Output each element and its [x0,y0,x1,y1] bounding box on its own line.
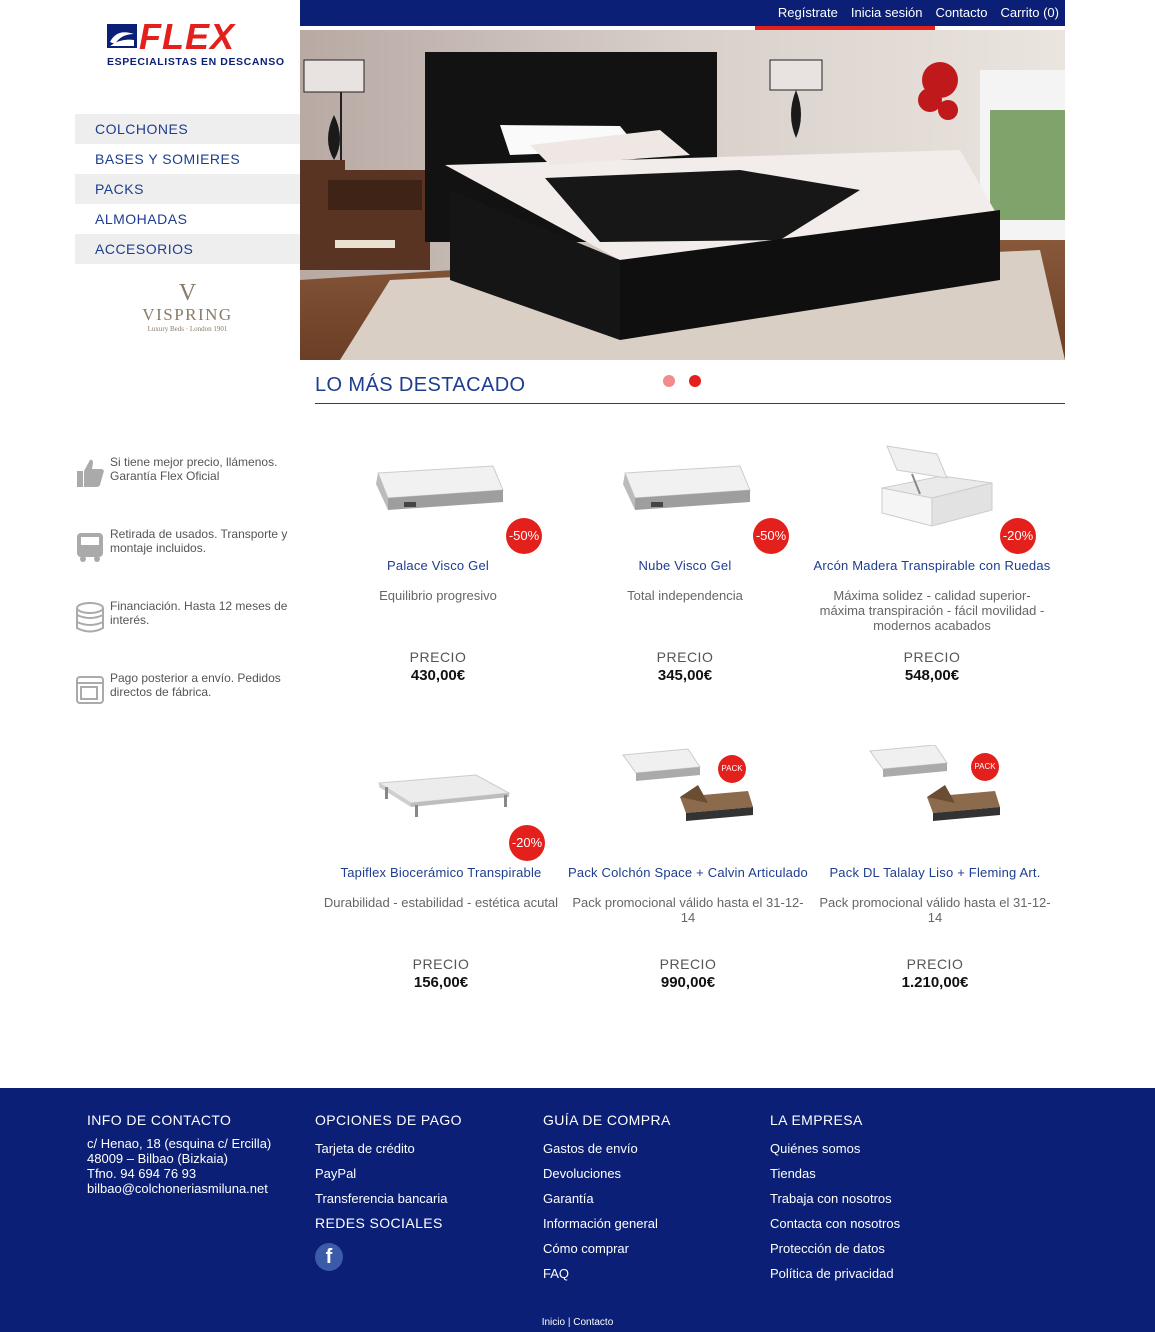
footer-heading: REDES SOCIALES [315,1215,443,1231]
discount-badge: -50% [753,518,789,554]
price-label: PRECIO [409,649,467,665]
footer-link[interactable]: Tiendas [770,1166,816,1181]
menu-item-packs[interactable]: PACKS [75,174,300,204]
product-name[interactable]: Pack DL Talalay Liso + Fleming Art. [829,865,1041,880]
discount-badge: -50% [506,518,542,554]
vispring-mark: V [178,280,197,306]
product-name[interactable]: Tapiflex Biocerámico Transpirable [340,865,542,880]
pack-image [815,745,1055,865]
product-price: 1.210,00€ [901,974,969,991]
email-link[interactable]: bilbao@colchoneriasmiluna.net [87,1181,268,1196]
product-price: 345,00€ [657,667,713,684]
footer-link[interactable]: Tarjeta de crédito [315,1141,415,1156]
flex-logo[interactable] [75,0,300,110]
logo-tagline: ESPECIALISTAS EN DESCANSO [107,56,285,68]
product-description: Pack promocional válido hasta el 31-12-14 [572,895,804,925]
section-divider [315,403,1065,404]
footer-link[interactable]: Garantía [543,1191,594,1206]
benefit-text: Pago posterior a envío. Pedidos directos de fábrica. [110,671,281,699]
address-line: c/ Henao, 18 (esquina c/ Ercilla) [87,1136,272,1151]
section-title: LO MÁS DESTACADO [315,374,526,396]
product-image[interactable] [318,438,558,558]
benefit-text: Si tiene mejor precio, llámenos. Garantía Flex Oficial [110,455,278,483]
footer-link[interactable]: PayPal [315,1166,357,1181]
footer-link[interactable]: FAQ [543,1266,570,1281]
address-line: 48009 – Bilbao (Bizkaia) [87,1151,228,1166]
footer-link[interactable]: Transferencia bancaria [315,1191,448,1206]
category-menu [75,114,300,264]
footer-link[interactable]: Quiénes somos [770,1141,861,1156]
pack-image [568,745,808,865]
product-card[interactable] [318,438,558,686]
footer-heading: INFO DE CONTACTO [87,1112,232,1128]
menu-item-accesorios[interactable]: ACCESORIOS [75,234,300,264]
product-image[interactable] [568,745,808,865]
product-name[interactable]: Nube Visco Gel [638,558,732,573]
contact-link[interactable]: Contacto [935,5,988,20]
benefit-item [75,527,300,599]
product-image[interactable] [565,438,805,558]
window-icon [75,673,105,707]
separator: | [567,1317,574,1328]
phone-line: Tfno. 94 694 76 93 [87,1166,197,1181]
product-price: 156,00€ [413,974,469,991]
product-name[interactable]: Pack Colchón Space + Calvin Articulado [568,865,808,880]
account-links [778,5,1059,20]
footer-link[interactable]: Devoluciones [543,1166,622,1181]
benefits-list [75,455,300,743]
price-label: PRECIO [659,956,717,972]
bottom-contact-link[interactable]: Contacto [573,1317,614,1328]
home-link[interactable]: Inicio [541,1317,566,1328]
product-card[interactable] [815,745,1055,993]
price-label: PRECIO [903,649,961,665]
login-link[interactable]: Inicia sesión [850,5,923,20]
cart-link[interactable]: Carrito (0) [1000,5,1059,20]
product-card[interactable] [321,745,561,993]
facebook-icon[interactable]: f [315,1243,343,1271]
footer-company [770,1112,900,1286]
footer-link[interactable]: Gastos de envío [543,1141,638,1156]
footer-payment [315,1112,462,1271]
product-price: 548,00€ [904,667,960,684]
truck-icon [75,529,105,563]
vispring-logo[interactable] [75,280,300,340]
discount-badge: -20% [1000,518,1036,554]
footer-link[interactable]: Cómo comprar [543,1241,629,1256]
coins-icon [75,601,105,635]
hero-banner[interactable] [300,30,1065,360]
footer-heading: GUÍA DE COMPRA [543,1112,671,1128]
benefit-item [75,455,300,527]
product-description: Equilibrio progresivo [379,588,497,603]
carousel-dot-2[interactable] [689,375,701,387]
menu-item-bases[interactable]: BASES Y SOMIERES [95,151,241,167]
footer-link[interactable]: Protección de datos [770,1241,885,1256]
footer-link[interactable]: Contacta con nosotros [770,1216,901,1231]
sub-footer [0,1314,1155,1332]
product-description: Pack promocional válido hasta el 31-12-14 [819,895,1051,925]
footer-link[interactable]: Política de privacidad [770,1266,894,1281]
vispring-name: VISPRING [142,305,233,324]
product-description: Máxima solidez - calidad superior- máxima transpiración - fácil movilidad - modernos acabados [819,588,1045,633]
pack-badge: PACK [718,755,746,783]
menu-item-almohadas[interactable]: ALMOHADAS [95,211,188,227]
price-label: PRECIO [656,649,714,665]
thumbs-up-icon [75,457,105,491]
logo-wordmark: FLEX [139,16,236,57]
hero-carousel-dots [663,375,701,387]
carousel-dot-1[interactable] [663,375,675,387]
benefit-item [75,599,300,671]
register-link[interactable]: Regístrate [777,5,838,20]
benefit-text: Retirada de usados. Transporte y montaje incluidos. [110,527,288,555]
footer [0,1088,1155,1314]
footer-guide [543,1112,671,1286]
top-bar [300,0,1065,26]
product-image[interactable] [812,438,1052,558]
product-card[interactable] [812,438,1052,686]
bedroom-image [300,30,1065,360]
product-price: 430,00€ [410,667,466,684]
price-label: PRECIO [412,956,470,972]
discount-badge: -20% [509,825,545,861]
footer-heading: LA EMPRESA [770,1112,863,1128]
footer-heading: OPCIONES DE PAGO [315,1112,462,1128]
product-price: 990,00€ [660,974,716,991]
product-image[interactable] [815,745,1055,865]
product-image[interactable] [321,745,561,865]
product-card[interactable] [565,438,805,686]
footer-link[interactable]: Trabaja con nosotros [770,1191,892,1206]
price-label: PRECIO [906,956,964,972]
menu-item-colchones[interactable]: COLCHONES [75,114,300,144]
pack-badge: PACK [971,753,999,781]
product-description: Durabilidad - estabilidad - estética acutal [323,895,559,910]
footer-link[interactable]: Información general [543,1216,658,1231]
product-description: Total independencia [627,588,743,603]
product-card[interactable] [568,745,808,993]
footer-contact [87,1112,271,1196]
flex-wave-icon [107,24,137,48]
product-name[interactable]: Palace Visco Gel [387,558,489,573]
vispring-subtitle: Luxury Beds · London 1901 [147,325,228,333]
product-name[interactable]: Arcón Madera Transpirable con Ruedas [813,558,1051,573]
benefit-item [75,671,300,743]
benefit-text: Financiación. Hasta 12 meses de interés. [110,599,288,627]
